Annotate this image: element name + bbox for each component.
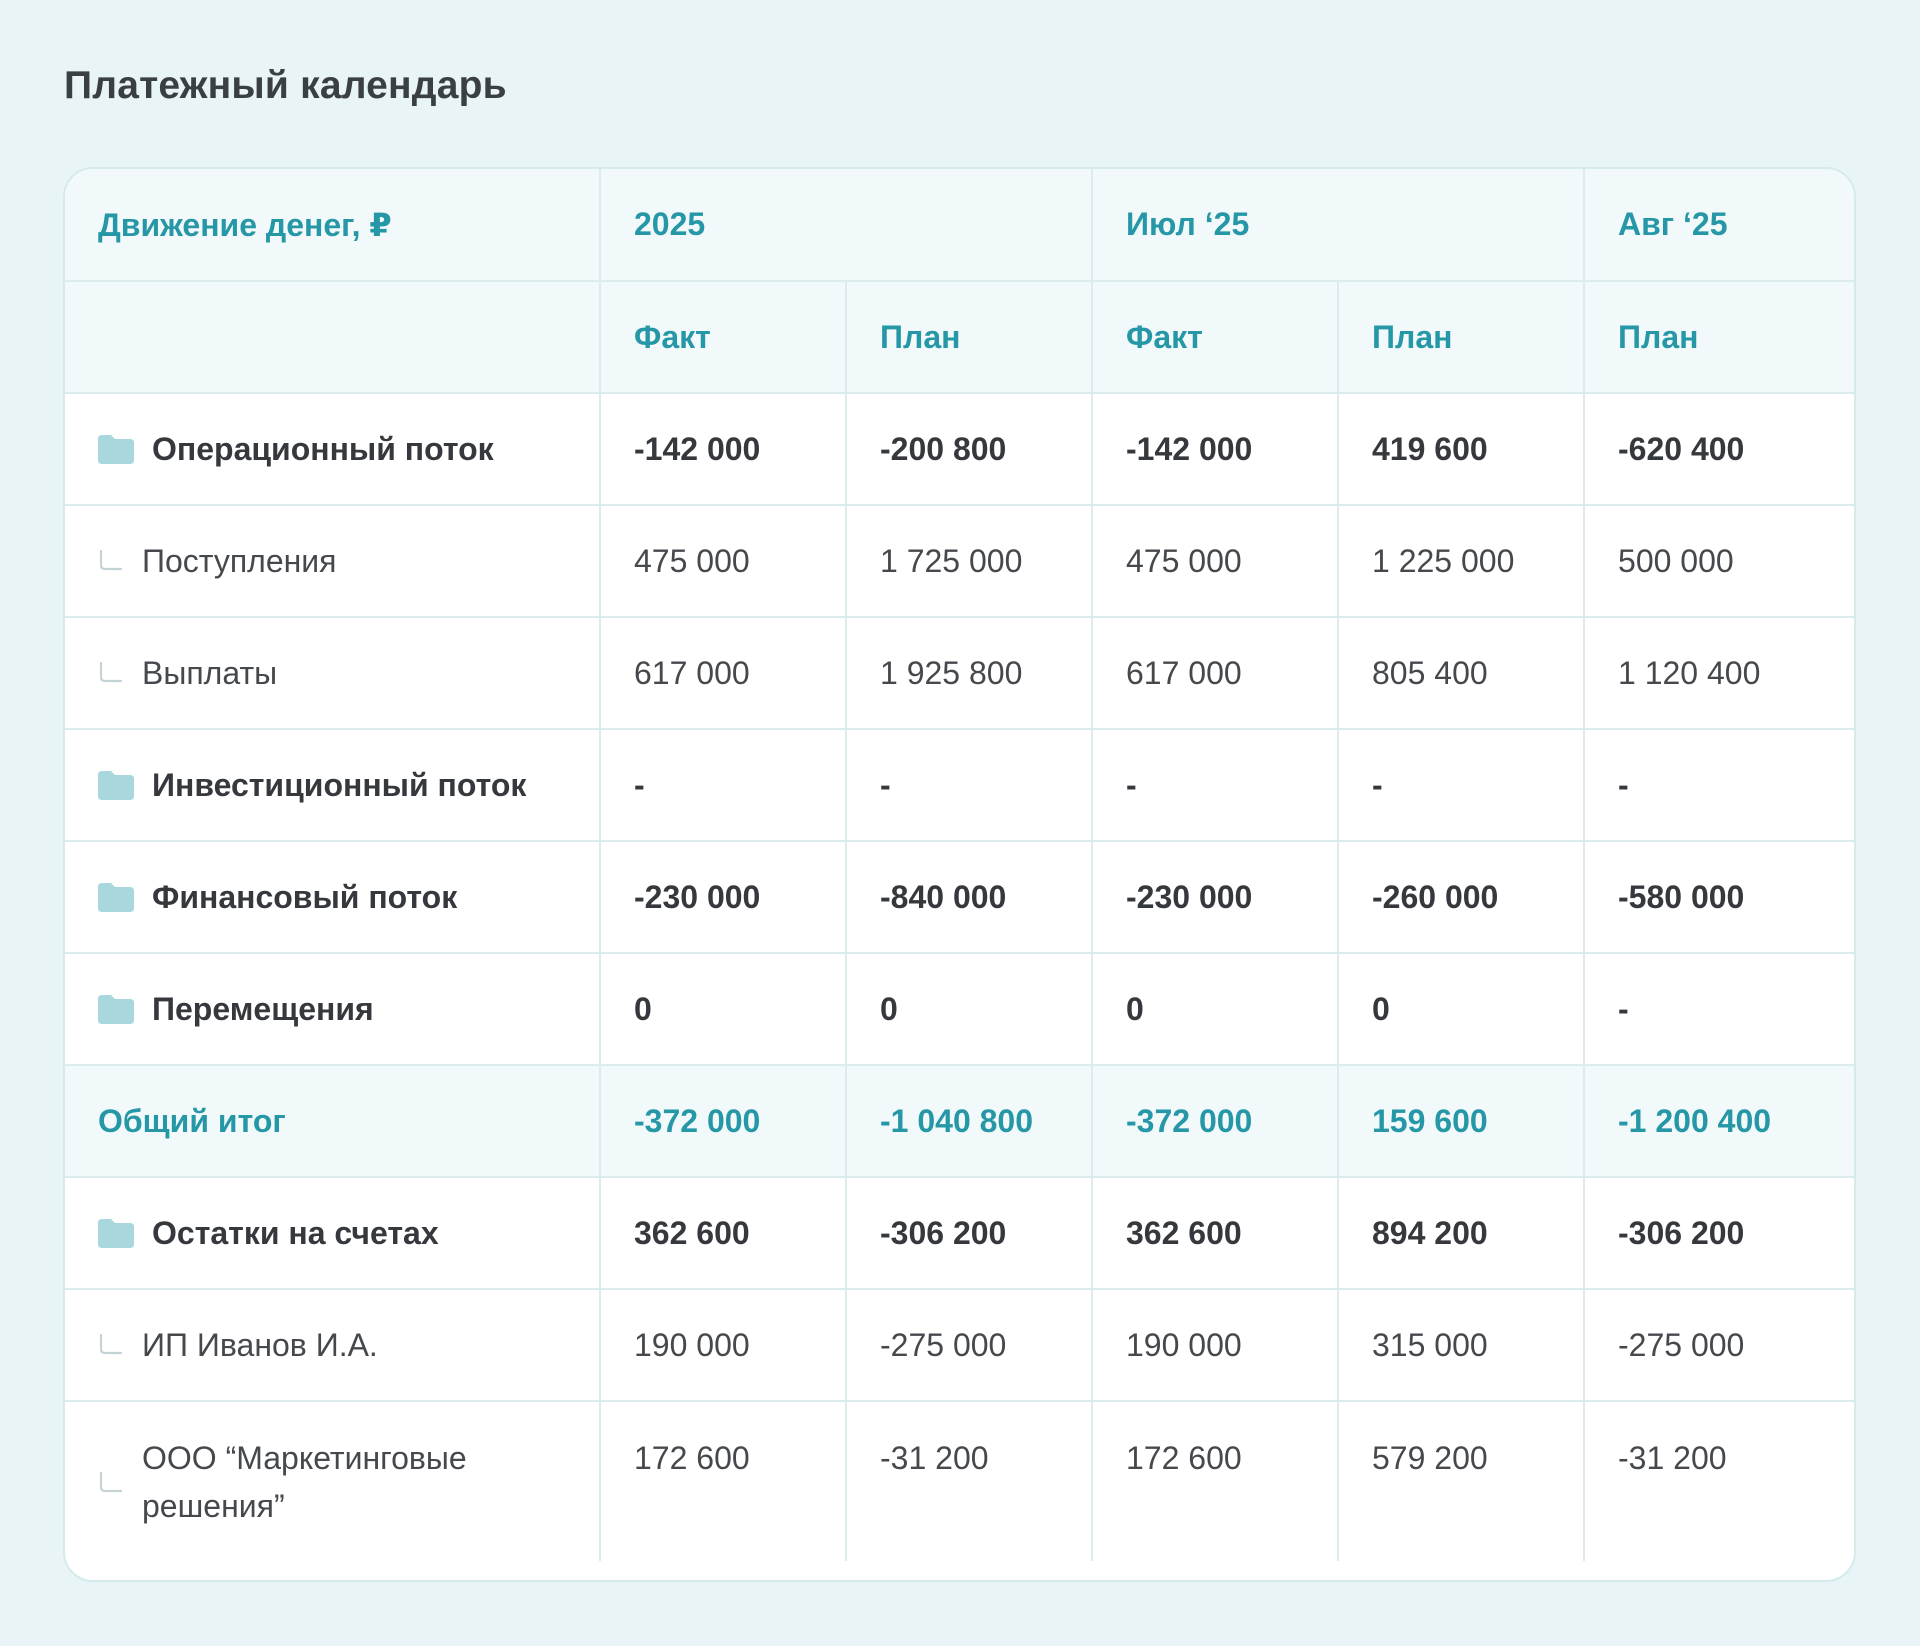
table-cell: -620 400	[1584, 393, 1856, 505]
column-header-plan: План	[1584, 281, 1856, 393]
column-header-fact: Факт	[1092, 281, 1338, 393]
table-row-grand-total	[65, 1065, 1856, 1177]
table-row-financial-flow[interactable]	[65, 841, 1856, 953]
table-row-account-marketing	[65, 1401, 1856, 1561]
table-cell: 362 600	[600, 1177, 846, 1289]
table-cell: 0	[1338, 953, 1584, 1065]
table-cell: -142 000	[600, 393, 846, 505]
column-header-fact: Факт	[600, 281, 846, 393]
table-row-income	[65, 505, 1856, 617]
column-header-plan: План	[1338, 281, 1584, 393]
subitem-icon	[98, 1332, 124, 1358]
folder-icon	[98, 770, 134, 800]
folder-icon	[98, 434, 134, 464]
table-cell: -275 000	[1584, 1289, 1856, 1401]
table-cell: -260 000	[1338, 841, 1584, 953]
table-cell: 0	[1092, 953, 1338, 1065]
table-cell: -	[1338, 729, 1584, 841]
folder-icon	[98, 994, 134, 1024]
period-header-aug-25[interactable]: Авг ‘25	[1584, 169, 1856, 281]
row-label: Поступления	[142, 542, 337, 579]
row-label: Перемещения	[152, 990, 374, 1027]
table-cell: 1 725 000	[846, 505, 1092, 617]
table-cell: -230 000	[600, 841, 846, 953]
table-cell: -31 200	[846, 1401, 1092, 1561]
table-row-account-ivanov	[65, 1289, 1856, 1401]
table-cell: 617 000	[600, 617, 846, 729]
table-cell: 190 000	[1092, 1289, 1338, 1401]
row-label-cell	[65, 393, 600, 505]
table-cell: 1 120 400	[1584, 617, 1856, 729]
table-cell: -	[1584, 729, 1856, 841]
table-cell: -	[1584, 953, 1856, 1065]
cashflow-table-card	[63, 167, 1856, 1582]
table-cell: -372 000	[600, 1065, 846, 1177]
table-cell: -	[600, 729, 846, 841]
row-label-cell	[65, 505, 600, 617]
table-cell: 579 200	[1338, 1401, 1584, 1561]
table-cell: -230 000	[1092, 841, 1338, 953]
row-label: Инвестиционный поток	[152, 766, 527, 803]
table-cell: 0	[846, 953, 1092, 1065]
row-label: Общий итог	[65, 1065, 600, 1177]
row-label: Выплаты	[142, 654, 278, 691]
table-cell: 159 600	[1338, 1065, 1584, 1177]
page-title: Платежный календарь	[64, 64, 507, 107]
corner-header: Движение денег, ₽	[65, 169, 600, 281]
table-row-transfers[interactable]	[65, 953, 1856, 1065]
table-cell: 475 000	[1092, 505, 1338, 617]
table-cell: -275 000	[846, 1289, 1092, 1401]
table-cell: 475 000	[600, 505, 846, 617]
table-cell: -	[1092, 729, 1338, 841]
row-label-cell	[65, 841, 600, 953]
cashflow-table	[65, 169, 1856, 1561]
table-cell: 315 000	[1338, 1289, 1584, 1401]
subitem-icon	[98, 660, 124, 686]
table-cell: -142 000	[1092, 393, 1338, 505]
table-cell: 172 600	[1092, 1401, 1338, 1561]
empty-header-cell	[65, 281, 600, 393]
table-cell: -372 000	[1092, 1065, 1338, 1177]
table-cell: -306 200	[1584, 1177, 1856, 1289]
table-cell: 419 600	[1338, 393, 1584, 505]
table-cell: 0	[600, 953, 846, 1065]
column-header-row	[65, 281, 1856, 393]
period-header-row	[65, 169, 1856, 281]
table-cell: -580 000	[1584, 841, 1856, 953]
table-cell: 805 400	[1338, 617, 1584, 729]
table-cell: 190 000	[600, 1289, 846, 1401]
table-row-investment-flow[interactable]	[65, 729, 1856, 841]
column-header-plan: План	[846, 281, 1092, 393]
table-cell: -200 800	[846, 393, 1092, 505]
row-label-cell	[65, 1177, 600, 1289]
subitem-icon	[98, 1470, 124, 1496]
row-label-cell	[65, 617, 600, 729]
table-cell: -1 040 800	[846, 1065, 1092, 1177]
table-cell: -1 200 400	[1584, 1065, 1856, 1177]
table-cell: -	[846, 729, 1092, 841]
table-cell: 500 000	[1584, 505, 1856, 617]
table-cell: -840 000	[846, 841, 1092, 953]
row-label-cell	[65, 1401, 600, 1561]
row-label-cell	[65, 1289, 600, 1401]
row-label: ИП Иванов И.А.	[142, 1326, 378, 1363]
table-row-payments	[65, 617, 1856, 729]
table-cell: 1 925 800	[846, 617, 1092, 729]
table-cell: 172 600	[600, 1401, 846, 1561]
folder-icon	[98, 882, 134, 912]
table-row-account-balances[interactable]	[65, 1177, 1856, 1289]
row-label: Операционный поток	[152, 430, 494, 467]
period-header-2025[interactable]: 2025	[600, 169, 1092, 281]
row-label: Остатки на счетах	[152, 1214, 439, 1251]
folder-icon	[98, 1218, 134, 1248]
row-label: Финансовый поток	[152, 878, 458, 915]
row-label: ООО “Маркетинговые решения”	[142, 1440, 467, 1524]
table-row-operating-flow[interactable]	[65, 393, 1856, 505]
table-cell: 617 000	[1092, 617, 1338, 729]
table-cell: -306 200	[846, 1177, 1092, 1289]
period-header-jul-25[interactable]: Июл ‘25	[1092, 169, 1584, 281]
table-cell: 1 225 000	[1338, 505, 1584, 617]
table-cell: 894 200	[1338, 1177, 1584, 1289]
subitem-icon	[98, 548, 124, 574]
row-label-cell	[65, 729, 600, 841]
table-cell: -31 200	[1618, 1440, 1727, 1476]
row-label-cell	[65, 953, 600, 1065]
table-cell: 362 600	[1092, 1177, 1338, 1289]
